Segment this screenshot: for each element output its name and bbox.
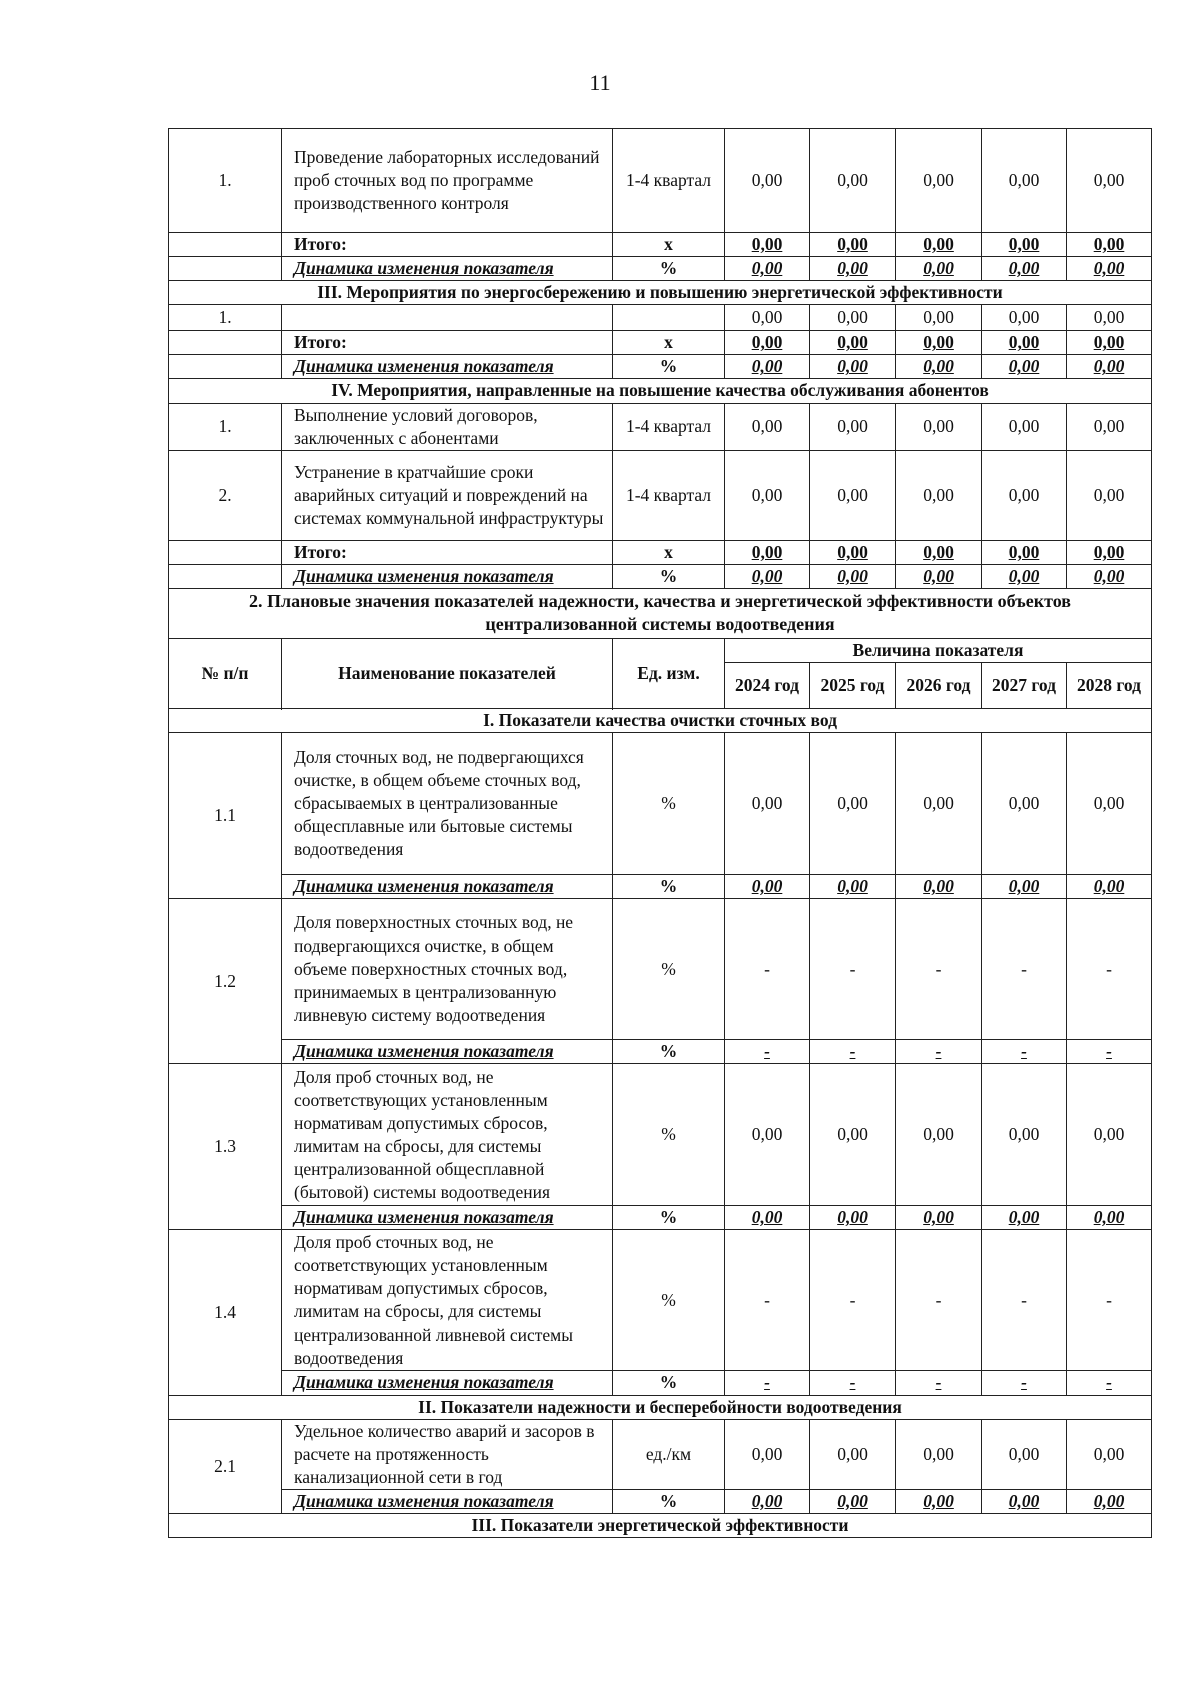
cell-value: 0,00 bbox=[810, 305, 896, 331]
dynamics-row bbox=[169, 1206, 1152, 1230]
row-number bbox=[169, 331, 282, 355]
row-name: Динамика изменения показателя bbox=[282, 355, 613, 379]
table-row bbox=[169, 1230, 1152, 1371]
cell-value: 0,00 bbox=[810, 233, 896, 257]
row-number bbox=[169, 355, 282, 379]
column-header-year: 2027 год bbox=[982, 663, 1067, 709]
section-title: II. Показатели надежности и бесперебойности водоотведения bbox=[169, 1395, 1152, 1419]
cell-value: - bbox=[1067, 899, 1152, 1040]
row-unit: % bbox=[613, 1230, 725, 1371]
cell-value: - bbox=[896, 1040, 982, 1064]
cell-value: 0,00 bbox=[1067, 1419, 1152, 1489]
cell-value: 0,00 bbox=[725, 403, 810, 450]
column-header-year: 2026 год bbox=[896, 663, 982, 709]
row-unit: % bbox=[613, 899, 725, 1040]
row-number: 2. bbox=[169, 450, 282, 540]
cell-value: 0,00 bbox=[810, 1206, 896, 1230]
row-name: Удельное количество аварий и засоров в расчете на протяженность канализационной сети в год bbox=[282, 1419, 613, 1489]
cell-value: 0,00 bbox=[896, 564, 982, 588]
row-name: Итого: bbox=[282, 331, 613, 355]
table-row bbox=[169, 1419, 1152, 1489]
cell-value: 0,00 bbox=[896, 1489, 982, 1513]
row-name: Динамика изменения показателя bbox=[282, 875, 613, 899]
cell-value: 0,00 bbox=[896, 450, 982, 540]
column-header-name: Наименование показателей bbox=[282, 638, 613, 708]
section-row bbox=[169, 281, 1152, 305]
row-name: Динамика изменения показателя bbox=[282, 257, 613, 281]
cell-value: 0,00 bbox=[1067, 355, 1152, 379]
cell-value: - bbox=[982, 1371, 1067, 1395]
cell-value: 0,00 bbox=[1067, 129, 1152, 233]
section-title: I. Показатели качества очистки сточных вод bbox=[169, 709, 1152, 733]
cell-value: 0,00 bbox=[982, 875, 1067, 899]
cell-value: 0,00 bbox=[982, 1419, 1067, 1489]
row-unit bbox=[613, 305, 725, 331]
cell-value: 0,00 bbox=[896, 331, 982, 355]
cell-value: 0,00 bbox=[810, 1489, 896, 1513]
cell-value: 0,00 bbox=[725, 233, 810, 257]
cell-value: 0,00 bbox=[896, 733, 982, 875]
dynamics-row bbox=[169, 1040, 1152, 1064]
row-name: Итого: bbox=[282, 540, 613, 564]
table-row bbox=[169, 403, 1152, 450]
cell-value: 0,00 bbox=[725, 540, 810, 564]
section2-title: 2. Плановые значения показателей надежности, качества и энергетической эффективности объектов централизованной системы водоотведения bbox=[169, 588, 1152, 638]
cell-value: 0,00 bbox=[896, 233, 982, 257]
section-title: III. Показатели энергетической эффективности bbox=[169, 1513, 1152, 1537]
row-number bbox=[169, 564, 282, 588]
cell-value: 0,00 bbox=[1067, 450, 1152, 540]
row-unit: x bbox=[613, 540, 725, 564]
column-header-unit: Ед. изм. bbox=[613, 638, 725, 708]
cell-value: 0,00 bbox=[1067, 331, 1152, 355]
dynamics-row bbox=[169, 564, 1152, 588]
dynamics-row bbox=[169, 257, 1152, 281]
table-row bbox=[169, 899, 1152, 1040]
row-name: Доля поверхностных сточных вод, не подвергающихся очистке, в общем объеме поверхностных сточных вод, принимаемых в централизованную ливневую систему водоотведения bbox=[282, 899, 613, 1040]
section-title: IV. Мероприятия, направленные на повышение качества обслуживания абонентов bbox=[169, 379, 1152, 403]
dynamics-row bbox=[169, 1371, 1152, 1395]
cell-value: - bbox=[896, 1230, 982, 1371]
cell-value: 0,00 bbox=[896, 403, 982, 450]
cell-value: 0,00 bbox=[725, 733, 810, 875]
row-unit: % bbox=[613, 733, 725, 875]
cell-value: 0,00 bbox=[896, 875, 982, 899]
cell-value: 0,00 bbox=[1067, 233, 1152, 257]
cell-value: - bbox=[1067, 1230, 1152, 1371]
cell-value: 0,00 bbox=[982, 355, 1067, 379]
row-name: Итого: bbox=[282, 233, 613, 257]
cell-value: - bbox=[1067, 1040, 1152, 1064]
row-unit: 1-4 квартал bbox=[613, 450, 725, 540]
row-name bbox=[282, 305, 613, 331]
row-name: Динамика изменения показателя bbox=[282, 1489, 613, 1513]
column-header-year: 2028 год bbox=[1067, 663, 1152, 709]
row-number: 1.3 bbox=[169, 1064, 282, 1230]
cell-value: 0,00 bbox=[725, 129, 810, 233]
table-row bbox=[169, 1064, 1152, 1206]
cell-value: 0,00 bbox=[810, 1419, 896, 1489]
cell-value: - bbox=[982, 1230, 1067, 1371]
cell-value: - bbox=[810, 899, 896, 1040]
cell-value: 0,00 bbox=[982, 257, 1067, 281]
cell-value: 0,00 bbox=[810, 564, 896, 588]
cell-value: 0,00 bbox=[1067, 875, 1152, 899]
total-row bbox=[169, 331, 1152, 355]
row-unit: % bbox=[613, 564, 725, 588]
row-unit: 1-4 квартал bbox=[613, 403, 725, 450]
cell-value: 0,00 bbox=[810, 355, 896, 379]
row-unit: ед./км bbox=[613, 1419, 725, 1489]
cell-value: - bbox=[982, 899, 1067, 1040]
cell-value: 0,00 bbox=[725, 331, 810, 355]
cell-value: 0,00 bbox=[810, 875, 896, 899]
cell-value: - bbox=[725, 1371, 810, 1395]
section-title: III. Мероприятия по энергосбережению и повышению энергетической эффективности bbox=[169, 281, 1152, 305]
cell-value: - bbox=[810, 1371, 896, 1395]
cell-value: 0,00 bbox=[725, 305, 810, 331]
cell-value: 0,00 bbox=[982, 331, 1067, 355]
row-number bbox=[169, 257, 282, 281]
row-number: 1. bbox=[169, 305, 282, 331]
row-name: Устранение в кратчайшие сроки аварийных ситуаций и повреждений на системах коммунальной инфраструктуры bbox=[282, 450, 613, 540]
cell-value: - bbox=[810, 1040, 896, 1064]
measures-table-body bbox=[169, 129, 1152, 589]
cell-value: 0,00 bbox=[896, 540, 982, 564]
row-unit: % bbox=[613, 875, 725, 899]
cell-value: 0,00 bbox=[896, 1206, 982, 1230]
total-row bbox=[169, 233, 1152, 257]
dynamics-row bbox=[169, 875, 1152, 899]
dynamics-row bbox=[169, 355, 1152, 379]
cell-value: - bbox=[810, 1230, 896, 1371]
section-row bbox=[169, 709, 1152, 733]
row-number: 2.1 bbox=[169, 1419, 282, 1513]
cell-value: - bbox=[982, 1040, 1067, 1064]
row-number: 1.2 bbox=[169, 899, 282, 1064]
cell-value: 0,00 bbox=[982, 540, 1067, 564]
cell-value: 0,00 bbox=[1067, 1489, 1152, 1513]
table-row bbox=[169, 305, 1152, 331]
cell-value: 0,00 bbox=[1067, 403, 1152, 450]
row-name: Проведение лабораторных исследований проб сточных вод по программе производственного контроля bbox=[282, 129, 613, 233]
cell-value: - bbox=[896, 899, 982, 1040]
row-unit: % bbox=[613, 1206, 725, 1230]
cell-value: 0,00 bbox=[810, 450, 896, 540]
row-unit: x bbox=[613, 233, 725, 257]
row-name: Доля сточных вод, не подвергающихся очистке, в общем объеме сточных вод, сбрасываемых в централизованные общесплавные или бытовые системы водоотведения bbox=[282, 733, 613, 875]
row-unit: % bbox=[613, 257, 725, 281]
column-header-value-group: Величина показателя bbox=[725, 638, 1152, 662]
cell-value: 0,00 bbox=[725, 355, 810, 379]
cell-value: 0,00 bbox=[982, 233, 1067, 257]
row-name: Доля проб сточных вод, не соответствующих установленным нормативам допустимых сбросов, лимитам на сбросы, для системы централизованной ливневой системы водоотведения bbox=[282, 1230, 613, 1371]
cell-value: 0,00 bbox=[982, 564, 1067, 588]
row-unit: % bbox=[613, 1064, 725, 1206]
section-row bbox=[169, 1513, 1152, 1537]
cell-value: 0,00 bbox=[810, 331, 896, 355]
cell-value: 0,00 bbox=[725, 450, 810, 540]
cell-value: 0,00 bbox=[1067, 305, 1152, 331]
cell-value: 0,00 bbox=[1067, 733, 1152, 875]
row-number bbox=[169, 540, 282, 564]
cell-value: 0,00 bbox=[896, 355, 982, 379]
cell-value: 0,00 bbox=[725, 1489, 810, 1513]
row-name: Динамика изменения показателя bbox=[282, 1040, 613, 1064]
row-number: 1. bbox=[169, 403, 282, 450]
cell-value: 0,00 bbox=[1067, 257, 1152, 281]
cell-value: 0,00 bbox=[725, 564, 810, 588]
table-row bbox=[169, 129, 1152, 233]
row-name: Динамика изменения показателя bbox=[282, 564, 613, 588]
row-unit: % bbox=[613, 1371, 725, 1395]
cell-value: 0,00 bbox=[810, 540, 896, 564]
cell-value: 0,00 bbox=[896, 1419, 982, 1489]
cell-value: 0,00 bbox=[896, 257, 982, 281]
column-header-num: № п/п bbox=[169, 638, 282, 708]
cell-value: 0,00 bbox=[896, 129, 982, 233]
row-name: Выполнение условий договоров, заключенных с абонентами bbox=[282, 403, 613, 450]
row-unit: % bbox=[613, 1489, 725, 1513]
row-name: Динамика изменения показателя bbox=[282, 1206, 613, 1230]
indicators-table bbox=[168, 128, 1152, 1538]
cell-value: 0,00 bbox=[810, 403, 896, 450]
cell-value: 0,00 bbox=[982, 1489, 1067, 1513]
section2-header bbox=[169, 588, 1152, 708]
table-row bbox=[169, 733, 1152, 875]
row-name: Динамика изменения показателя bbox=[282, 1371, 613, 1395]
cell-value: - bbox=[1067, 1371, 1152, 1395]
cell-value: 0,00 bbox=[982, 403, 1067, 450]
cell-value: 0,00 bbox=[810, 129, 896, 233]
cell-value: 0,00 bbox=[1067, 540, 1152, 564]
row-unit: x bbox=[613, 331, 725, 355]
cell-value: 0,00 bbox=[810, 257, 896, 281]
column-header-year: 2025 год bbox=[810, 663, 896, 709]
section-row bbox=[169, 379, 1152, 403]
cell-value: - bbox=[725, 899, 810, 1040]
row-number: 1.4 bbox=[169, 1230, 282, 1395]
cell-value: 0,00 bbox=[810, 1064, 896, 1206]
cell-value: - bbox=[725, 1040, 810, 1064]
total-row bbox=[169, 540, 1152, 564]
dynamics-row bbox=[169, 1489, 1152, 1513]
cell-value: 0,00 bbox=[725, 1206, 810, 1230]
cell-value: 0,00 bbox=[1067, 1206, 1152, 1230]
cell-value: - bbox=[725, 1230, 810, 1371]
cell-value: 0,00 bbox=[982, 733, 1067, 875]
row-number: 1.1 bbox=[169, 733, 282, 899]
cell-value: 0,00 bbox=[982, 305, 1067, 331]
row-unit: % bbox=[613, 1040, 725, 1064]
page-number: 11 bbox=[589, 70, 611, 95]
cell-value: 0,00 bbox=[725, 1064, 810, 1206]
row-unit: 1-4 квартал bbox=[613, 129, 725, 233]
indicators-table-body bbox=[169, 709, 1152, 1538]
cell-value: 0,00 bbox=[725, 875, 810, 899]
cell-value: 0,00 bbox=[896, 305, 982, 331]
cell-value: 0,00 bbox=[725, 257, 810, 281]
row-unit: % bbox=[613, 355, 725, 379]
cell-value: 0,00 bbox=[896, 1064, 982, 1206]
cell-value: 0,00 bbox=[810, 733, 896, 875]
cell-value: 0,00 bbox=[1067, 564, 1152, 588]
row-number bbox=[169, 233, 282, 257]
section-row bbox=[169, 1395, 1152, 1419]
row-number: 1. bbox=[169, 129, 282, 233]
column-header-year: 2024 год bbox=[725, 663, 810, 709]
table-row bbox=[169, 450, 1152, 540]
cell-value: 0,00 bbox=[725, 1419, 810, 1489]
cell-value: 0,00 bbox=[982, 1206, 1067, 1230]
cell-value: 0,00 bbox=[1067, 1064, 1152, 1206]
row-name: Доля проб сточных вод, не соответствующих установленным нормативам допустимых сбросов, лимитам на сбросы, для системы централизованной общесплавной (бытовой) системы водоотведения bbox=[282, 1064, 613, 1206]
cell-value: 0,00 bbox=[982, 450, 1067, 540]
cell-value: 0,00 bbox=[982, 1064, 1067, 1206]
cell-value: 0,00 bbox=[982, 129, 1067, 233]
cell-value: - bbox=[896, 1371, 982, 1395]
